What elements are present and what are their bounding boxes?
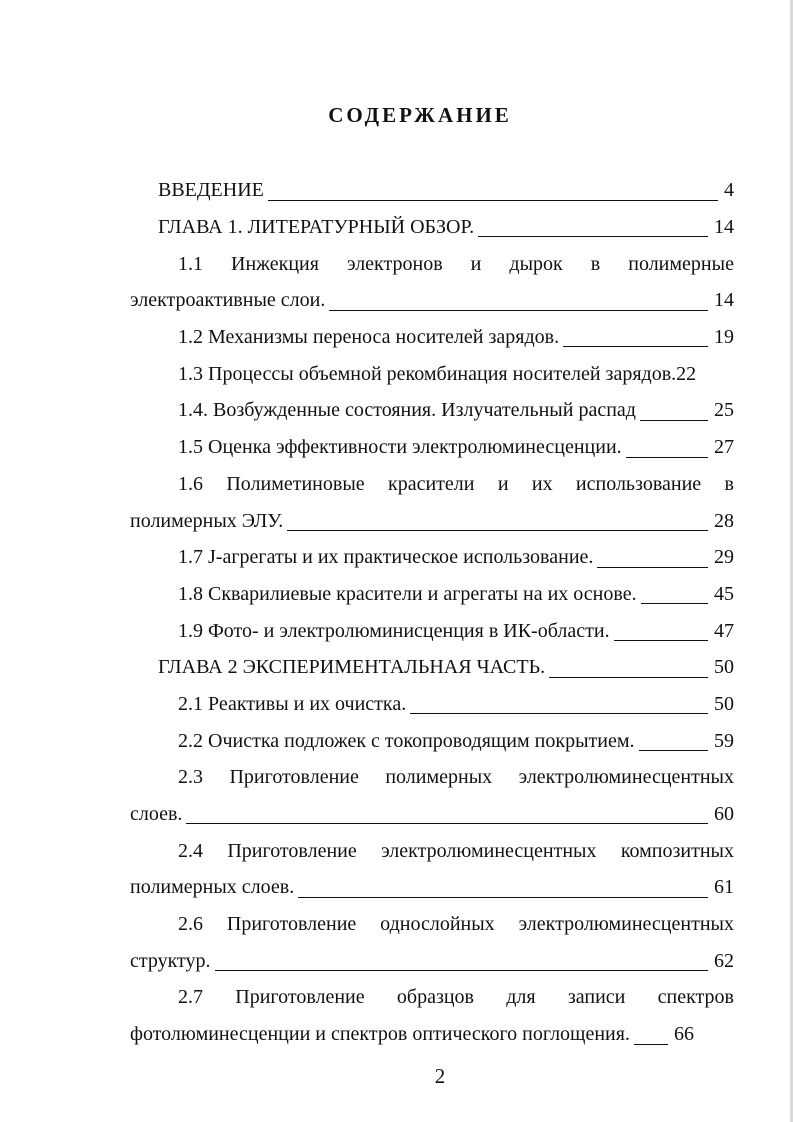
toc-entry-1-9[interactable]: [130, 612, 734, 649]
toc-entry-text: полимерных ЭЛУ.: [130, 509, 284, 532]
toc-entry-1-8[interactable]: [130, 576, 734, 613]
toc-entry-text: электроактивные слои.: [130, 289, 326, 312]
toc-word: для: [506, 986, 536, 1009]
toc-entry-2-6-continued[interactable]: [130, 942, 734, 979]
toc-word: и: [497, 472, 509, 495]
toc-word: Приготовление: [227, 839, 357, 862]
toc-word: образцов: [396, 986, 474, 1009]
toc-leader-line: [329, 310, 708, 311]
toc-entry-1-4[interactable]: [130, 392, 734, 429]
toc-entry-2-7-continued[interactable]: [130, 1016, 734, 1053]
toc-page-number: 62: [714, 949, 734, 972]
toc-page-number: 47: [714, 619, 734, 642]
toc-entry-2-1[interactable]: [130, 686, 734, 723]
toc-entry-1-7[interactable]: [130, 539, 734, 576]
toc-leader-line: [634, 1044, 668, 1045]
toc-word: электролюминесцентных: [518, 766, 734, 789]
toc-word: Приготовление: [229, 766, 359, 789]
toc-page-number: 50: [714, 656, 734, 679]
toc-word: в: [724, 472, 734, 495]
toc-word: использование: [575, 472, 702, 495]
toc-leader-line: [626, 457, 708, 458]
toc-entry-1-6[interactable]: [130, 466, 734, 503]
toc-page-number: 14: [714, 216, 734, 239]
toc-word: их: [531, 472, 553, 495]
toc-entry-1-5[interactable]: [130, 429, 734, 466]
toc-page-number: 45: [714, 582, 734, 605]
toc-word: Инжекция: [231, 252, 319, 275]
toc-word: в: [590, 252, 601, 275]
toc-word: 2.4: [178, 839, 203, 862]
page-number: 2: [434, 1064, 446, 1088]
toc-entry-text: ГЛАВА 2 ЭКСПЕРИМЕНТАЛЬНАЯ ЧАСТЬ.: [158, 656, 546, 679]
toc-word: электронов: [346, 252, 443, 275]
toc-page-number: 60: [714, 803, 734, 826]
toc-entry-text: ВВЕДЕНИЕ: [158, 179, 264, 202]
toc-entry-text: структур.: [130, 949, 211, 972]
toc-entry-2-7[interactable]: [130, 979, 734, 1016]
toc-page-number: 19: [714, 326, 734, 349]
toc-word: красители: [388, 472, 475, 495]
toc-word: полимерные: [628, 252, 734, 275]
toc-word: однослойных: [380, 913, 495, 936]
toc-leader-line: [410, 713, 708, 714]
toc-entry-text: 1.8 Скварилиевые красители и агрегаты на их основе.: [178, 582, 637, 605]
toc-word: 2.3: [178, 766, 203, 789]
toc-leader-line: [641, 603, 708, 604]
toc-entry-2-3[interactable]: [130, 759, 734, 796]
toc-entry-2-2[interactable]: [130, 722, 734, 759]
toc-page-number: 61: [714, 876, 734, 899]
toc-word: Приготовление: [226, 913, 357, 936]
toc-leader-line: [597, 567, 708, 568]
table-of-contents: [130, 172, 734, 1053]
toc-page-number: 25: [714, 399, 734, 422]
toc-leader-line: [614, 640, 708, 641]
toc-word: электролюминесцентных: [381, 839, 597, 862]
toc-page-number: 14: [714, 289, 734, 312]
toc-entry-text: 1.5 Оценка эффективности электролюминесценции.: [178, 436, 622, 459]
toc-word: Полиметиновые: [226, 472, 365, 495]
toc-word: спектров: [657, 986, 734, 1009]
toc-entry-2-4-continued[interactable]: [130, 869, 734, 906]
toc-leader-line: [268, 200, 718, 201]
toc-leader-line: [563, 346, 708, 347]
toc-word: 2.7: [178, 986, 203, 1009]
toc-word: 1.6: [178, 472, 203, 495]
toc-leader-line: [549, 677, 708, 678]
toc-entry-text: 1.9 Фото- и электролюминисценция в ИК-области.: [178, 619, 610, 642]
toc-leader-line: [287, 530, 708, 531]
toc-leader-line: [298, 897, 708, 898]
toc-leader-line: [186, 823, 708, 824]
toc-entry-text: 2.2 Очистка подложек с токопроводящим покрытием.: [178, 729, 635, 752]
toc-word: полимерных: [385, 766, 493, 789]
toc-entry-text: 2.1 Реактивы и их очистка.: [178, 692, 407, 715]
toc-word: записи: [567, 986, 626, 1009]
toc-entry-text: 1.4. Возбужденные состояния. Излучательный распад: [178, 399, 636, 422]
toc-entry-text: полимерных слоев.: [130, 876, 295, 899]
toc-word: композитных: [620, 839, 734, 862]
toc-entry-1-1-continued[interactable]: [130, 282, 734, 319]
toc-entry-text: фотолюминесценции и спектров оптического поглощения.: [130, 1023, 630, 1046]
toc-entry-text: ГЛАВА 1. ЛИТЕРАТУРНЫЙ ОБЗОР.: [158, 216, 475, 239]
toc-entry-text: 1.7 J-агрегаты и их практическое использование.: [178, 546, 594, 569]
toc-word: 1.1: [178, 252, 203, 275]
toc-page-number: 50: [714, 692, 734, 715]
toc-entry-1-3[interactable]: [130, 355, 734, 392]
toc-page-number: 59: [714, 729, 734, 752]
toc-entry-chapter-1[interactable]: [130, 209, 734, 246]
toc-word: электролюминесцентных: [518, 913, 734, 936]
toc-leader-line: [478, 236, 708, 237]
toc-entry-text: 1.2 Механизмы переноса носителей зарядов.: [178, 326, 560, 349]
toc-entry-chapter-2[interactable]: [130, 649, 734, 686]
toc-entry-2-4[interactable]: [130, 832, 734, 869]
toc-page-number: 29: [714, 546, 734, 569]
toc-page-number: 66: [673, 1023, 694, 1046]
toc-leader-line: [640, 420, 708, 421]
toc-word: 2.6: [178, 913, 203, 936]
toc-entry-text: слоев.: [130, 803, 183, 826]
toc-word: Приготовление: [235, 986, 365, 1009]
toc-word: и: [470, 252, 482, 275]
toc-entry-1-1[interactable]: [130, 245, 734, 282]
toc-entry-1-6-continued[interactable]: [130, 502, 734, 539]
toc-leader-line: [639, 750, 708, 751]
toc-page-number: 4: [724, 179, 734, 202]
toc-page-number: 28: [714, 509, 734, 532]
toc-entry-text: 1.3 Процессы объемной рекомбинация носителей зарядов.22: [178, 362, 697, 385]
page-title: СОДЕРЖАНИЕ: [328, 103, 512, 127]
toc-leader-line: [215, 970, 708, 971]
toc-entry-introduction[interactable]: [130, 172, 734, 209]
toc-page-number: 27: [714, 436, 734, 459]
toc-word: дырок: [509, 252, 563, 275]
toc-entry-1-2[interactable]: [130, 319, 734, 356]
toc-entry-2-3-continued[interactable]: [130, 796, 734, 833]
toc-entry-2-6[interactable]: [130, 906, 734, 943]
